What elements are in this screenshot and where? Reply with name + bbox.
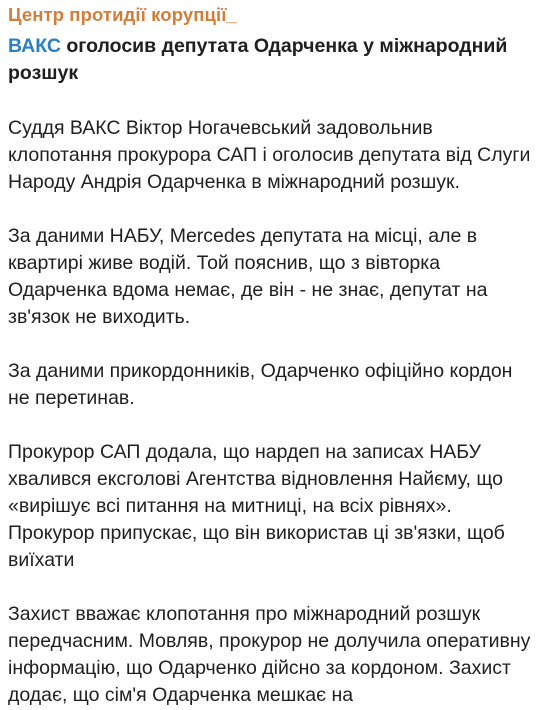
paragraph-4: Прокурор САП додала, що нардеп на записах НАБУ хвалився ексголові Агентства відновлення Найєму, що «вирішує всі питання на митниці, на всіх рівнях». Прокурор припускає, що він використав ці зв'язки, щоб виїхати bbox=[8, 441, 505, 571]
paragraph-5: Захист вважає клопотання про міжнародний розшук передчасним. Мовляв, прокурор не долучила оперативну інформацію, що Одарченко дійсно за кордоном. Захист додає, що сім'я Одарченка мешкає на bbox=[8, 603, 531, 706]
hashtag-link[interactable]: ВАКС bbox=[8, 35, 61, 57]
channel-name[interactable]: Центр протидії корупції_ bbox=[8, 4, 237, 25]
paragraph-spacer bbox=[8, 196, 534, 223]
paragraph-spacer bbox=[8, 331, 534, 358]
paragraph-spacer bbox=[8, 574, 534, 601]
paragraph-2: За даними НАБУ, Mercedes депутата на місці, але в квартирі живе водій. Той пояснив, що з вівторка Одарченка вдома немає, де він - не знає, депутат на зв'язок не виходить. bbox=[8, 225, 488, 328]
post-title-text: оголосив депутата Одарченка у міжнародний розшук bbox=[8, 35, 508, 84]
post-title bbox=[8, 33, 534, 87]
paragraph-spacer bbox=[8, 412, 534, 439]
paragraph-spacer bbox=[8, 87, 534, 115]
paragraph-3: За даними прикордонників, Одарченко офіційно кордон не перетинав. bbox=[8, 360, 513, 409]
paragraph-1: Суддя ВАКС Віктор Ногачевський задовольнив клопотання прокурора САП і оголосив депутата від Слуги Народу Андрія Одарченка в міжнародний розшук. bbox=[8, 117, 531, 193]
